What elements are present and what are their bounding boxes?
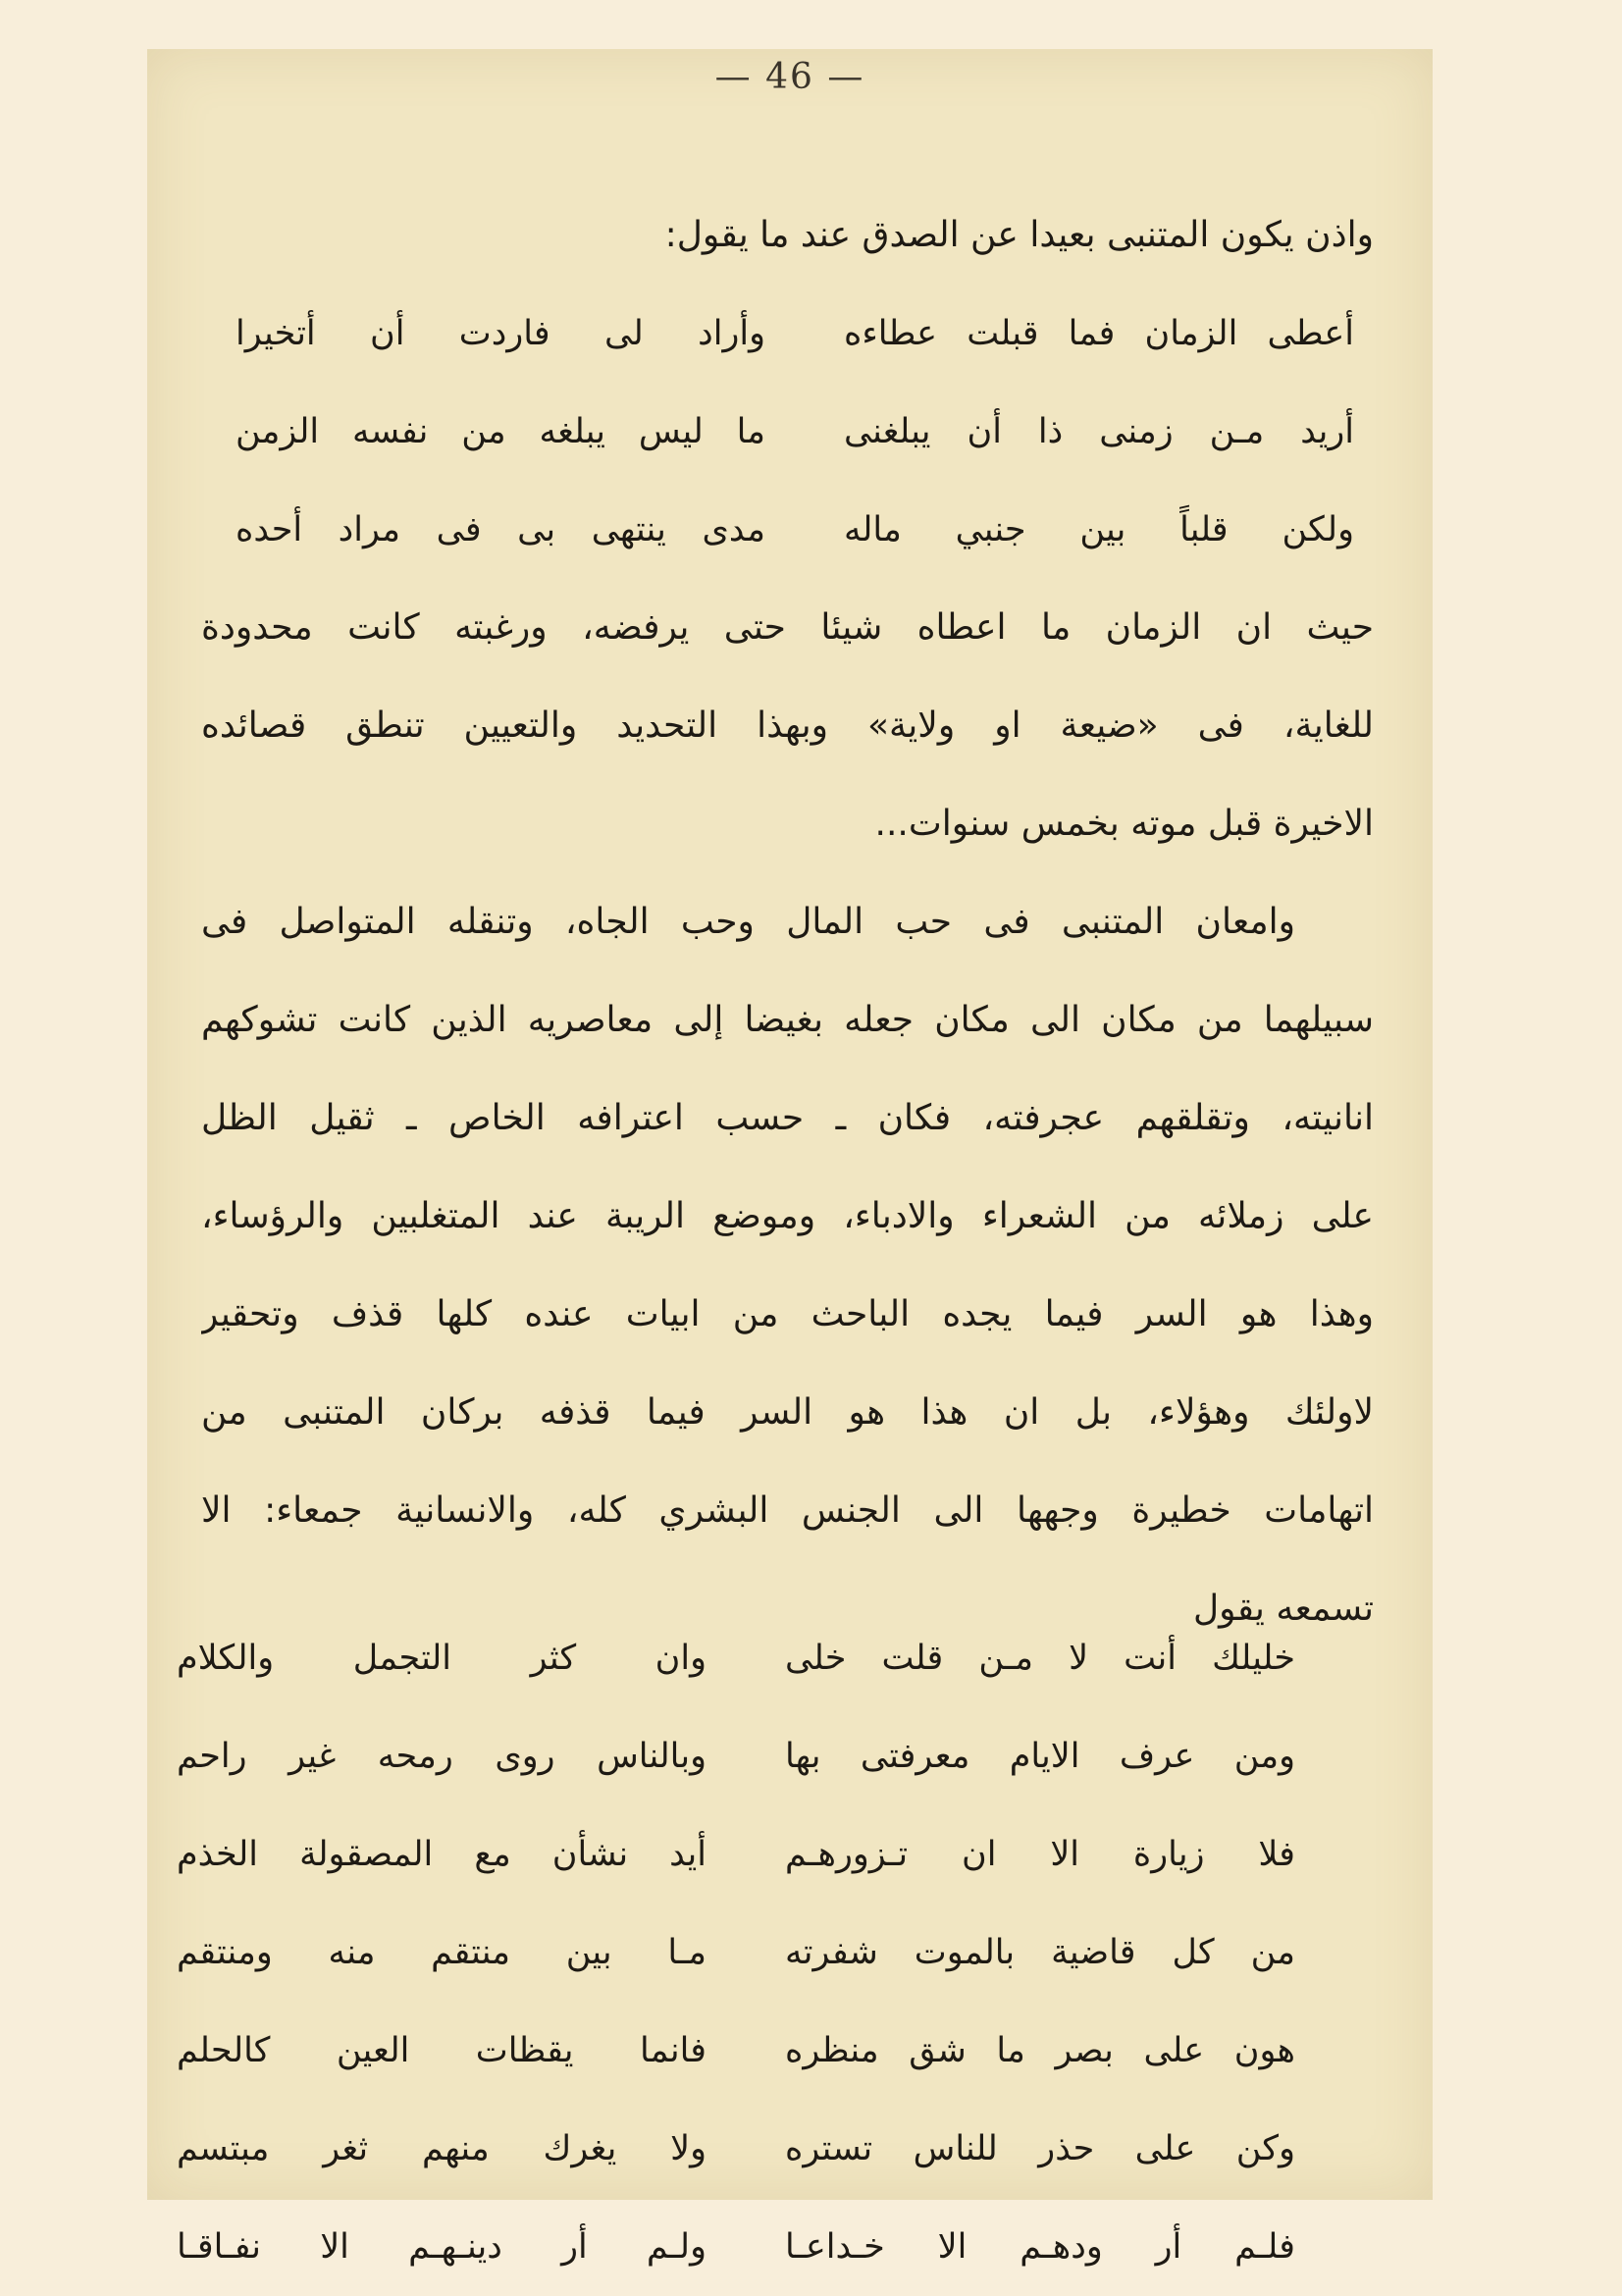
verse-first-hemistich: ومن عرف الايام معرفتى بها xyxy=(785,1737,1295,1776)
verse-row xyxy=(177,1805,1295,1904)
poem-block-1 xyxy=(226,285,1354,579)
paragraph-2 xyxy=(201,579,1374,873)
verse-row xyxy=(226,383,1354,481)
text-line: وامعان المتنبى فى حب المال وحب الجاه، وتنقله المتواصل فى xyxy=(201,902,1295,942)
text-line: انانيته، وتقلقهم عجرفته، فكان ـ حسب اعترافه الخاص ـ ثقيل الظل xyxy=(201,1098,1374,1138)
verse-row xyxy=(177,2002,1295,2100)
verse-first-hemistich: وكن على حذر للناس تستره xyxy=(785,2129,1295,2168)
verse-first-hemistich: من كل قاضية بالموت شفرته xyxy=(785,1933,1295,1972)
text-line: الاخيرة قبل موته بخمس سنوات... xyxy=(874,804,1374,844)
text-line: للغاية، فى «ضيعة او ولاية» وبهذا التحديد والتعيين تنطق قصائده xyxy=(201,705,1374,746)
verse-first-hemistich: فلا زيارة الا ان تـزورهـم xyxy=(785,1835,1295,1874)
text-line: اتهامات خطيرة وجهها الى الجنس البشري كله، والانسانية جمعاء: الا xyxy=(201,1490,1374,1531)
text-line: على زملائه من الشعراء والادباء، وموضع الريبة عند المتغلبين والرؤساء، xyxy=(201,1196,1374,1236)
verse-second-hemistich: وان كثر التجمل والكلام xyxy=(177,1639,706,1678)
verse-second-hemistich: مـا بين منتقم منه ومنتقم xyxy=(177,1933,706,1972)
text-line: واذن يكون المتنبى بعيدا عن الصدق عند ما يقول: xyxy=(664,215,1374,255)
verse-row xyxy=(226,481,1354,579)
text-line: حيث ان الزمان ما اعطاه شيئا حتى يرفضه، ورغبته كانت محدودة xyxy=(201,607,1374,648)
verse-second-hemistich: أيد نشأن مع المصقولة الخذم xyxy=(177,1835,706,1874)
verse-row xyxy=(177,1904,1295,2002)
verse-first-hemistich: ولكن قلباً بين جنبي ماله xyxy=(844,510,1354,549)
page-number: — 46 — xyxy=(714,57,865,97)
verse-second-hemistich: وأراد لى فاردت أن أتخيرا xyxy=(235,314,765,353)
verse-second-hemistich: ولـم أر دينـهـم الا نفـاقـا xyxy=(177,2227,706,2267)
text-line: لاولئك وهؤلاء، بل ان هذا هو السر فيما قذفه بركان المتنبى من xyxy=(201,1392,1374,1433)
text-line: وهذا هو السر فيما يجده الباحث من ابيات عنده كلها قذف وتحقير xyxy=(201,1294,1374,1334)
verse-row xyxy=(177,1609,1295,1707)
text-line: سبيلهما من مكان الى مكان جعله بغيضا إلى معاصريه الذين كانت تشوكهم xyxy=(201,1000,1374,1040)
verse-second-hemistich: وبالناس روى رمحه غير راحم xyxy=(177,1737,706,1776)
verse-first-hemistich: هون على بصر ما شق منظره xyxy=(785,2031,1295,2070)
book-page xyxy=(147,49,1433,2267)
verse-second-hemistich: ما ليس يبلغه من نفسه الزمن xyxy=(235,412,765,451)
verse-first-hemistich: أعطى الزمان فما قبلت عطاءه xyxy=(844,314,1354,353)
paragraph-3 xyxy=(201,873,1374,1658)
verse-second-hemistich: مدى ينتهى بى فى مراد أحده xyxy=(235,510,765,549)
verse-first-hemistich: خليلك أنت لا مـن قلت خلى xyxy=(785,1639,1295,1678)
verse-first-hemistich: أريد مـن زمنى ذا أن يبلغنى xyxy=(844,412,1354,451)
poem-block-2 xyxy=(177,1609,1295,2296)
text-line: تسمعه يقول xyxy=(1192,1589,1374,1629)
verse-second-hemistich: فانما يقظات العين كالحلم xyxy=(177,2031,706,2070)
verse-row xyxy=(226,285,1354,383)
verse-row xyxy=(177,2100,1295,2198)
verse-row xyxy=(177,2198,1295,2296)
verse-first-hemistich: فلـم أر ودهـم الا خـداعـا xyxy=(785,2227,1295,2267)
paragraph-intro xyxy=(201,186,1374,285)
verse-second-hemistich: ولا يغرك منهم ثغر مبتسم xyxy=(177,2129,706,2168)
verse-row xyxy=(177,1707,1295,1805)
